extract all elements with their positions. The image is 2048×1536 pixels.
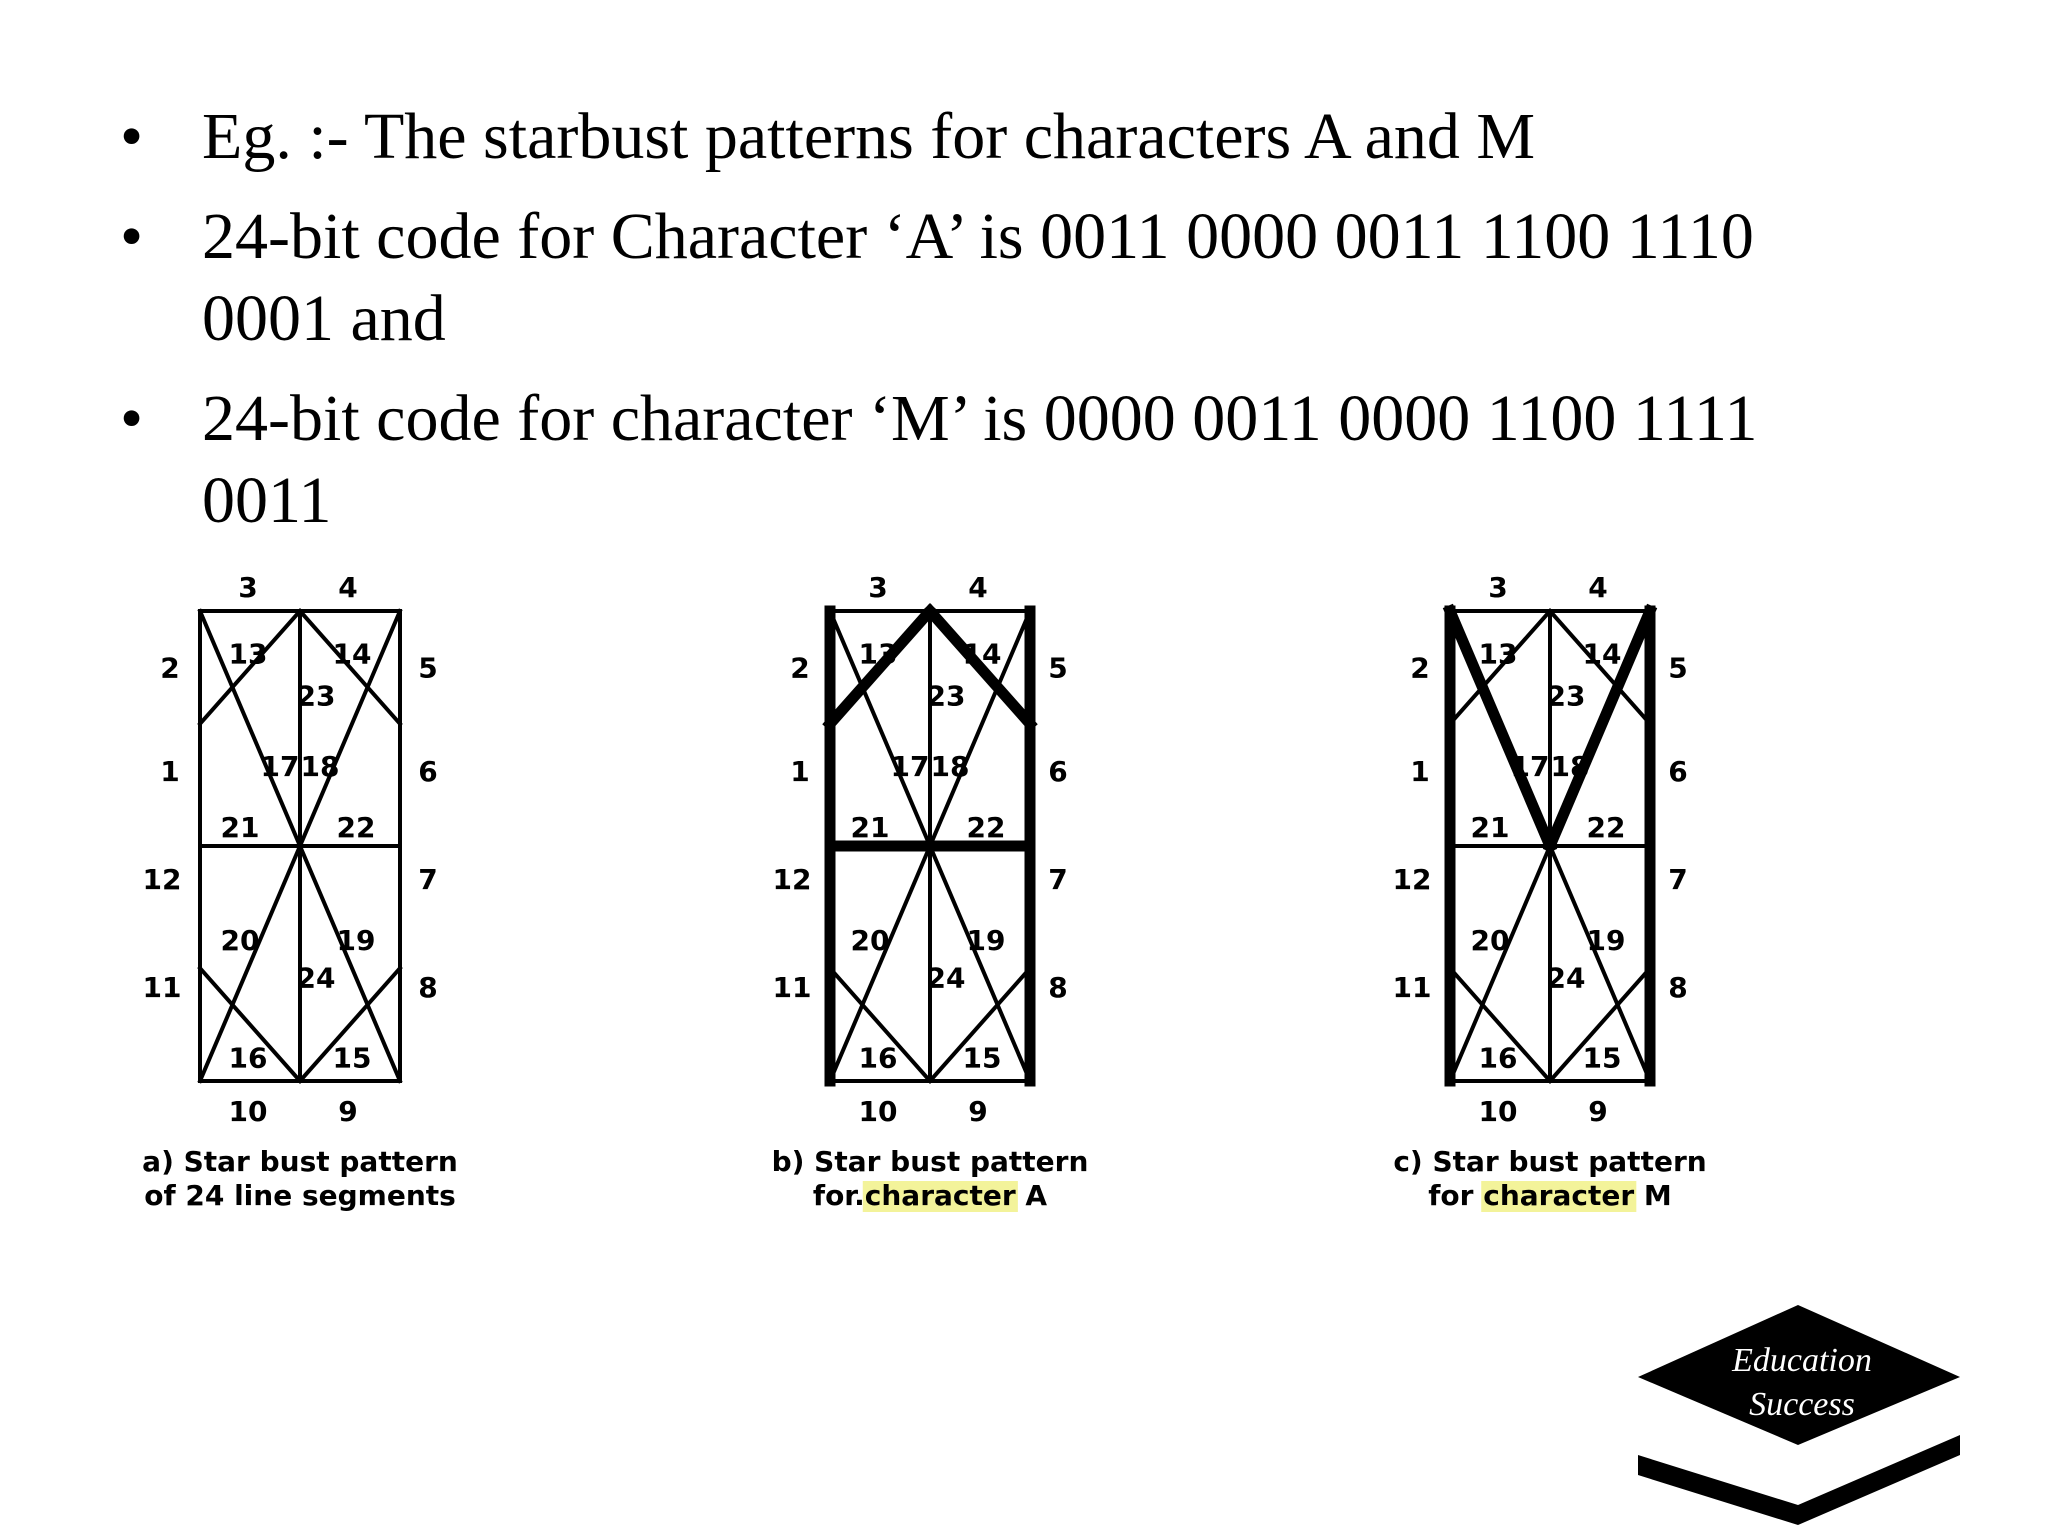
segment-label-18: 18 <box>930 750 970 784</box>
bullet-marker: • <box>120 100 144 173</box>
segment-label-17: 17 <box>1510 750 1550 784</box>
segment-label-14: 14 <box>1582 637 1622 671</box>
segment-label-4: 4 <box>1588 571 1608 604</box>
segment-label-14: 14 <box>332 637 372 671</box>
segment-label-13: 13 <box>858 637 898 671</box>
segment-label-9: 9 <box>338 1095 358 1128</box>
segment-label-5: 5 <box>1048 651 1068 685</box>
segment-label-9: 9 <box>968 1095 988 1128</box>
starburst-diagrams <box>130 556 1910 1236</box>
segment-label-6: 6 <box>418 754 438 788</box>
segment-label-16: 16 <box>1478 1041 1518 1075</box>
segment-label-18: 18 <box>300 750 340 784</box>
segment-label-20: 20 <box>850 924 890 957</box>
caption-suffix: M <box>1634 1179 1672 1212</box>
caption-highlight: character <box>864 1179 1016 1212</box>
segment-label-7: 7 <box>1048 862 1068 896</box>
segment-label-5: 5 <box>418 651 438 685</box>
segment-label-7: 7 <box>1668 862 1688 896</box>
segment-label-21: 21 <box>850 811 890 845</box>
segment-label-19: 19 <box>336 924 376 957</box>
caption-prefix: of 24 line segments <box>144 1179 456 1212</box>
panel-caption-line2 <box>1428 1179 1672 1212</box>
segment-label-24: 24 <box>926 961 966 995</box>
segment-label-16: 16 <box>858 1041 898 1075</box>
segment-label-18: 18 <box>1550 750 1590 784</box>
bullet-text: 24-bit code for Character ‘A’ is 0011 0000 0011 1100 1110 0001 and <box>202 200 1754 355</box>
segment-label-13: 13 <box>1478 637 1518 671</box>
segment-label-20: 20 <box>220 924 260 957</box>
segment-label-15: 15 <box>332 1041 372 1075</box>
segment-label-24: 24 <box>296 961 336 995</box>
bullet-item <box>120 378 1880 542</box>
segment-label-22: 22 <box>1586 811 1626 845</box>
segment-label-12: 12 <box>1392 862 1432 896</box>
segment-label-15: 15 <box>1582 1041 1622 1075</box>
segment-label-3: 3 <box>868 571 888 604</box>
segment-label-9: 9 <box>1588 1095 1608 1128</box>
caption-suffix: A <box>1015 1179 1048 1212</box>
segment-label-2: 2 <box>1410 651 1430 685</box>
bullet-item <box>120 196 1880 360</box>
segment-label-3: 3 <box>1488 571 1508 604</box>
logo-base-shape <box>1638 1435 1960 1525</box>
caption-highlight: character <box>1483 1179 1635 1212</box>
starburst-panel <box>1393 571 1707 1212</box>
segment-label-15: 15 <box>962 1041 1002 1075</box>
segment-label-21: 21 <box>1470 811 1510 845</box>
starburst-svg <box>130 556 1910 1236</box>
starburst-panel <box>142 571 458 1212</box>
bullet-text: 24-bit code for character ‘M’ is 0000 0011 0000 1100 1111 0011 <box>202 382 1758 537</box>
segment-label-20: 20 <box>1470 924 1510 957</box>
segment-label-3: 3 <box>238 571 258 604</box>
segment-label-5: 5 <box>1668 651 1688 685</box>
segment-label-6: 6 <box>1668 754 1688 788</box>
segment-label-19: 19 <box>1586 924 1626 957</box>
segment-label-23: 23 <box>926 679 966 713</box>
segment-label-8: 8 <box>1668 971 1688 1004</box>
segment-label-21: 21 <box>220 811 260 845</box>
segment-label-24: 24 <box>1546 961 1586 995</box>
starburst-panel <box>772 571 1089 1212</box>
segment-label-7: 7 <box>418 862 438 896</box>
segment-label-17: 17 <box>890 750 930 784</box>
segment-label-23: 23 <box>1546 679 1586 713</box>
caption-prefix: for. <box>812 1179 865 1212</box>
segment-label-12: 12 <box>772 862 812 896</box>
segment-label-16: 16 <box>228 1041 268 1075</box>
segment-label-22: 22 <box>336 811 376 845</box>
segment-label-11: 11 <box>1392 971 1432 1004</box>
segment-label-2: 2 <box>160 651 180 685</box>
panel-caption-line1: a) Star bust pattern <box>142 1145 458 1178</box>
segment-label-8: 8 <box>1048 971 1068 1004</box>
panel-caption-line1: c) Star bust pattern <box>1393 1145 1707 1178</box>
segment-label-8: 8 <box>418 971 438 1004</box>
segment-label-19: 19 <box>966 924 1006 957</box>
segment-label-10: 10 <box>1478 1095 1518 1128</box>
segment-label-1: 1 <box>790 754 810 788</box>
bullet-list <box>120 96 1880 560</box>
segment-label-11: 11 <box>142 971 182 1004</box>
education-success-logo <box>1630 1295 1970 1525</box>
segment-label-13: 13 <box>228 637 268 671</box>
segment-label-4: 4 <box>338 571 358 604</box>
logo-text-line2: Success <box>1749 1386 1855 1423</box>
segment-label-1: 1 <box>1410 754 1430 788</box>
caption-prefix: for <box>1428 1179 1484 1212</box>
segment-label-1: 1 <box>160 754 180 788</box>
panel-caption-line2 <box>813 1179 1048 1212</box>
segment-label-4: 4 <box>968 571 988 604</box>
segment-label-11: 11 <box>772 971 812 1004</box>
bullet-item <box>120 96 1880 178</box>
segment-label-6: 6 <box>1048 754 1068 788</box>
segment-label-22: 22 <box>966 811 1006 845</box>
bullet-marker: • <box>120 382 144 455</box>
bullet-marker: • <box>120 200 144 273</box>
segment-label-14: 14 <box>962 637 1002 671</box>
panel-caption-line2 <box>144 1179 456 1212</box>
segment-label-17: 17 <box>260 750 300 784</box>
logo-text-line1: Education <box>1732 1342 1872 1379</box>
panel-caption-line1: b) Star bust pattern <box>771 1145 1089 1178</box>
segment-label-2: 2 <box>790 651 810 685</box>
bullet-text: Eg. :- The starbust patterns for characters A and M <box>202 100 1536 173</box>
segment-label-10: 10 <box>858 1095 898 1128</box>
segment-label-12: 12 <box>142 862 182 896</box>
segment-label-10: 10 <box>228 1095 268 1128</box>
segment-label-23: 23 <box>296 679 336 713</box>
